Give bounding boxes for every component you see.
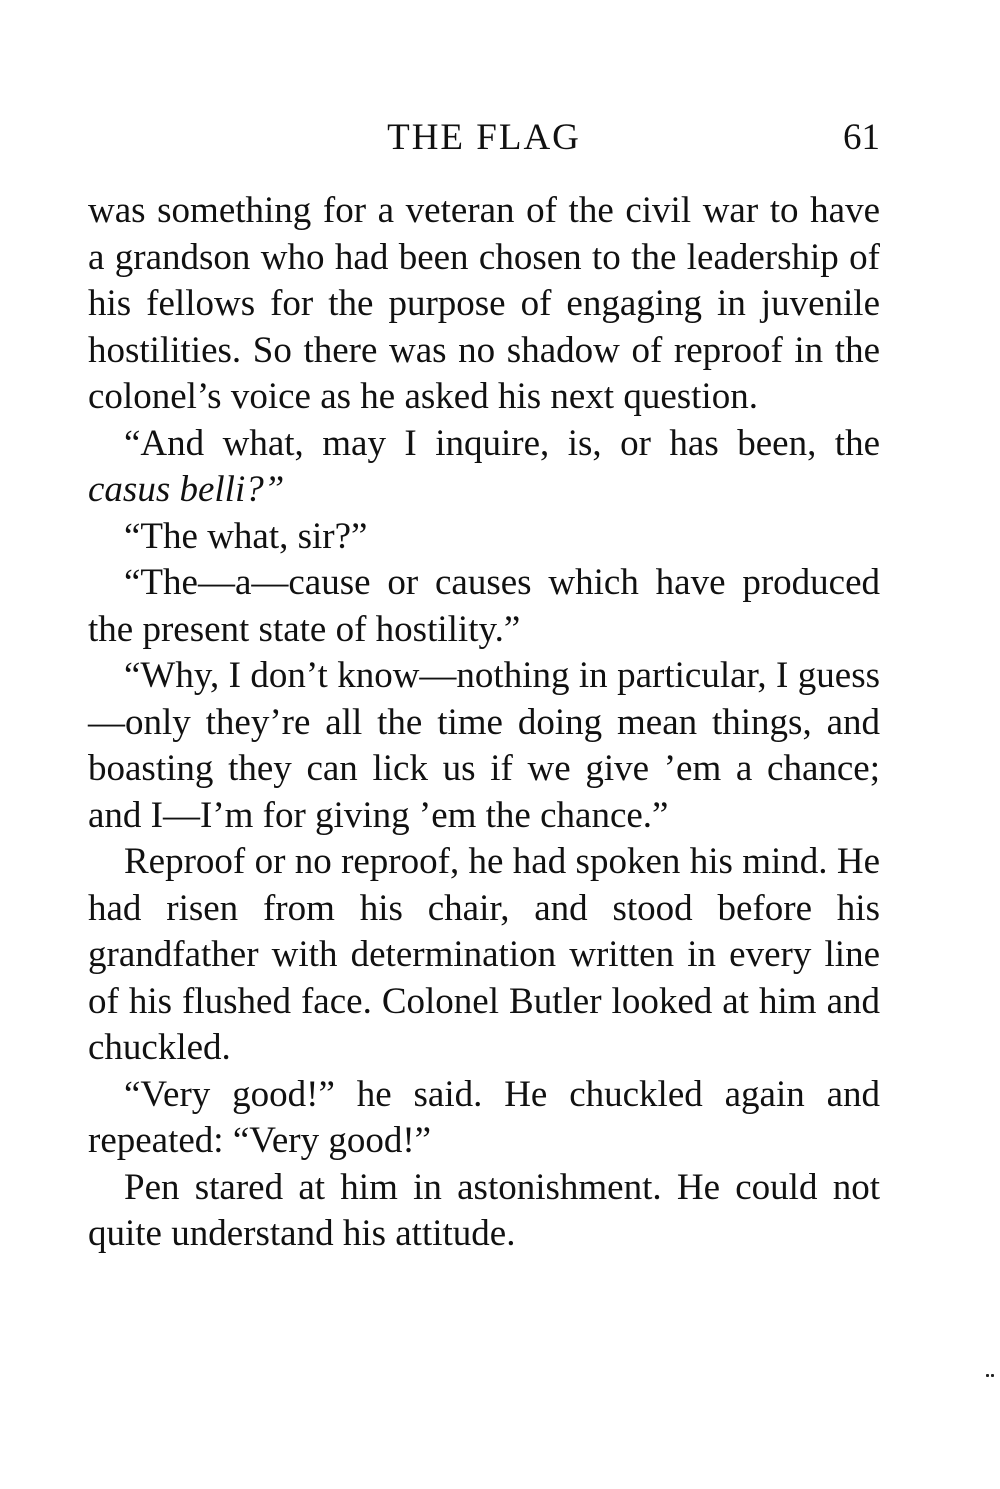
paragraph-3: “The what, sir?”	[124, 515, 368, 557]
latin-phrase: casus belli?”	[88, 469, 285, 510]
paragraph-1: was something for a veteran of the civil war to have a grandson who had been chosen to the leadership of his fellows for the purpose of engaging in juvenile hostilities. So there was no shadow of reproof in the colonel’s voice as he asked his next question.	[88, 190, 880, 417]
page-number: 61	[843, 117, 880, 158]
paragraph-4: “The—a—cause or causes which have produced the present state of hostility.”	[88, 562, 880, 650]
chapter-title: THE FLAG	[387, 117, 581, 158]
running-head	[88, 112, 880, 164]
body-text	[88, 188, 880, 1258]
paragraph-8: Pen stared at him in astonishment. He could not quite understand his attitude.	[88, 1166, 880, 1254]
print-speck	[986, 1374, 994, 1377]
paragraph-5: “Why, I don’t know—nothing in particular, I guess—only they’re all the time doing mean things, and boasting they can lick us if we give ’em a chance; and I—I’m for giving ’em the chance.”	[88, 655, 880, 836]
paragraph-2	[88, 421, 880, 514]
paragraph-6: Reproof or no reproof, he had spoken his mind. He had risen from his chair, and stood before his grandfather with determination written in every line of his flushed face. Colonel Butler looked at him and chuckled.	[88, 841, 880, 1068]
paragraph-7: “Very good!” he said. He chuckled again and repeated: “Very good!”	[88, 1073, 880, 1161]
paragraph-2-text: “And what, may I inquire, is, or has been, the	[124, 422, 880, 464]
